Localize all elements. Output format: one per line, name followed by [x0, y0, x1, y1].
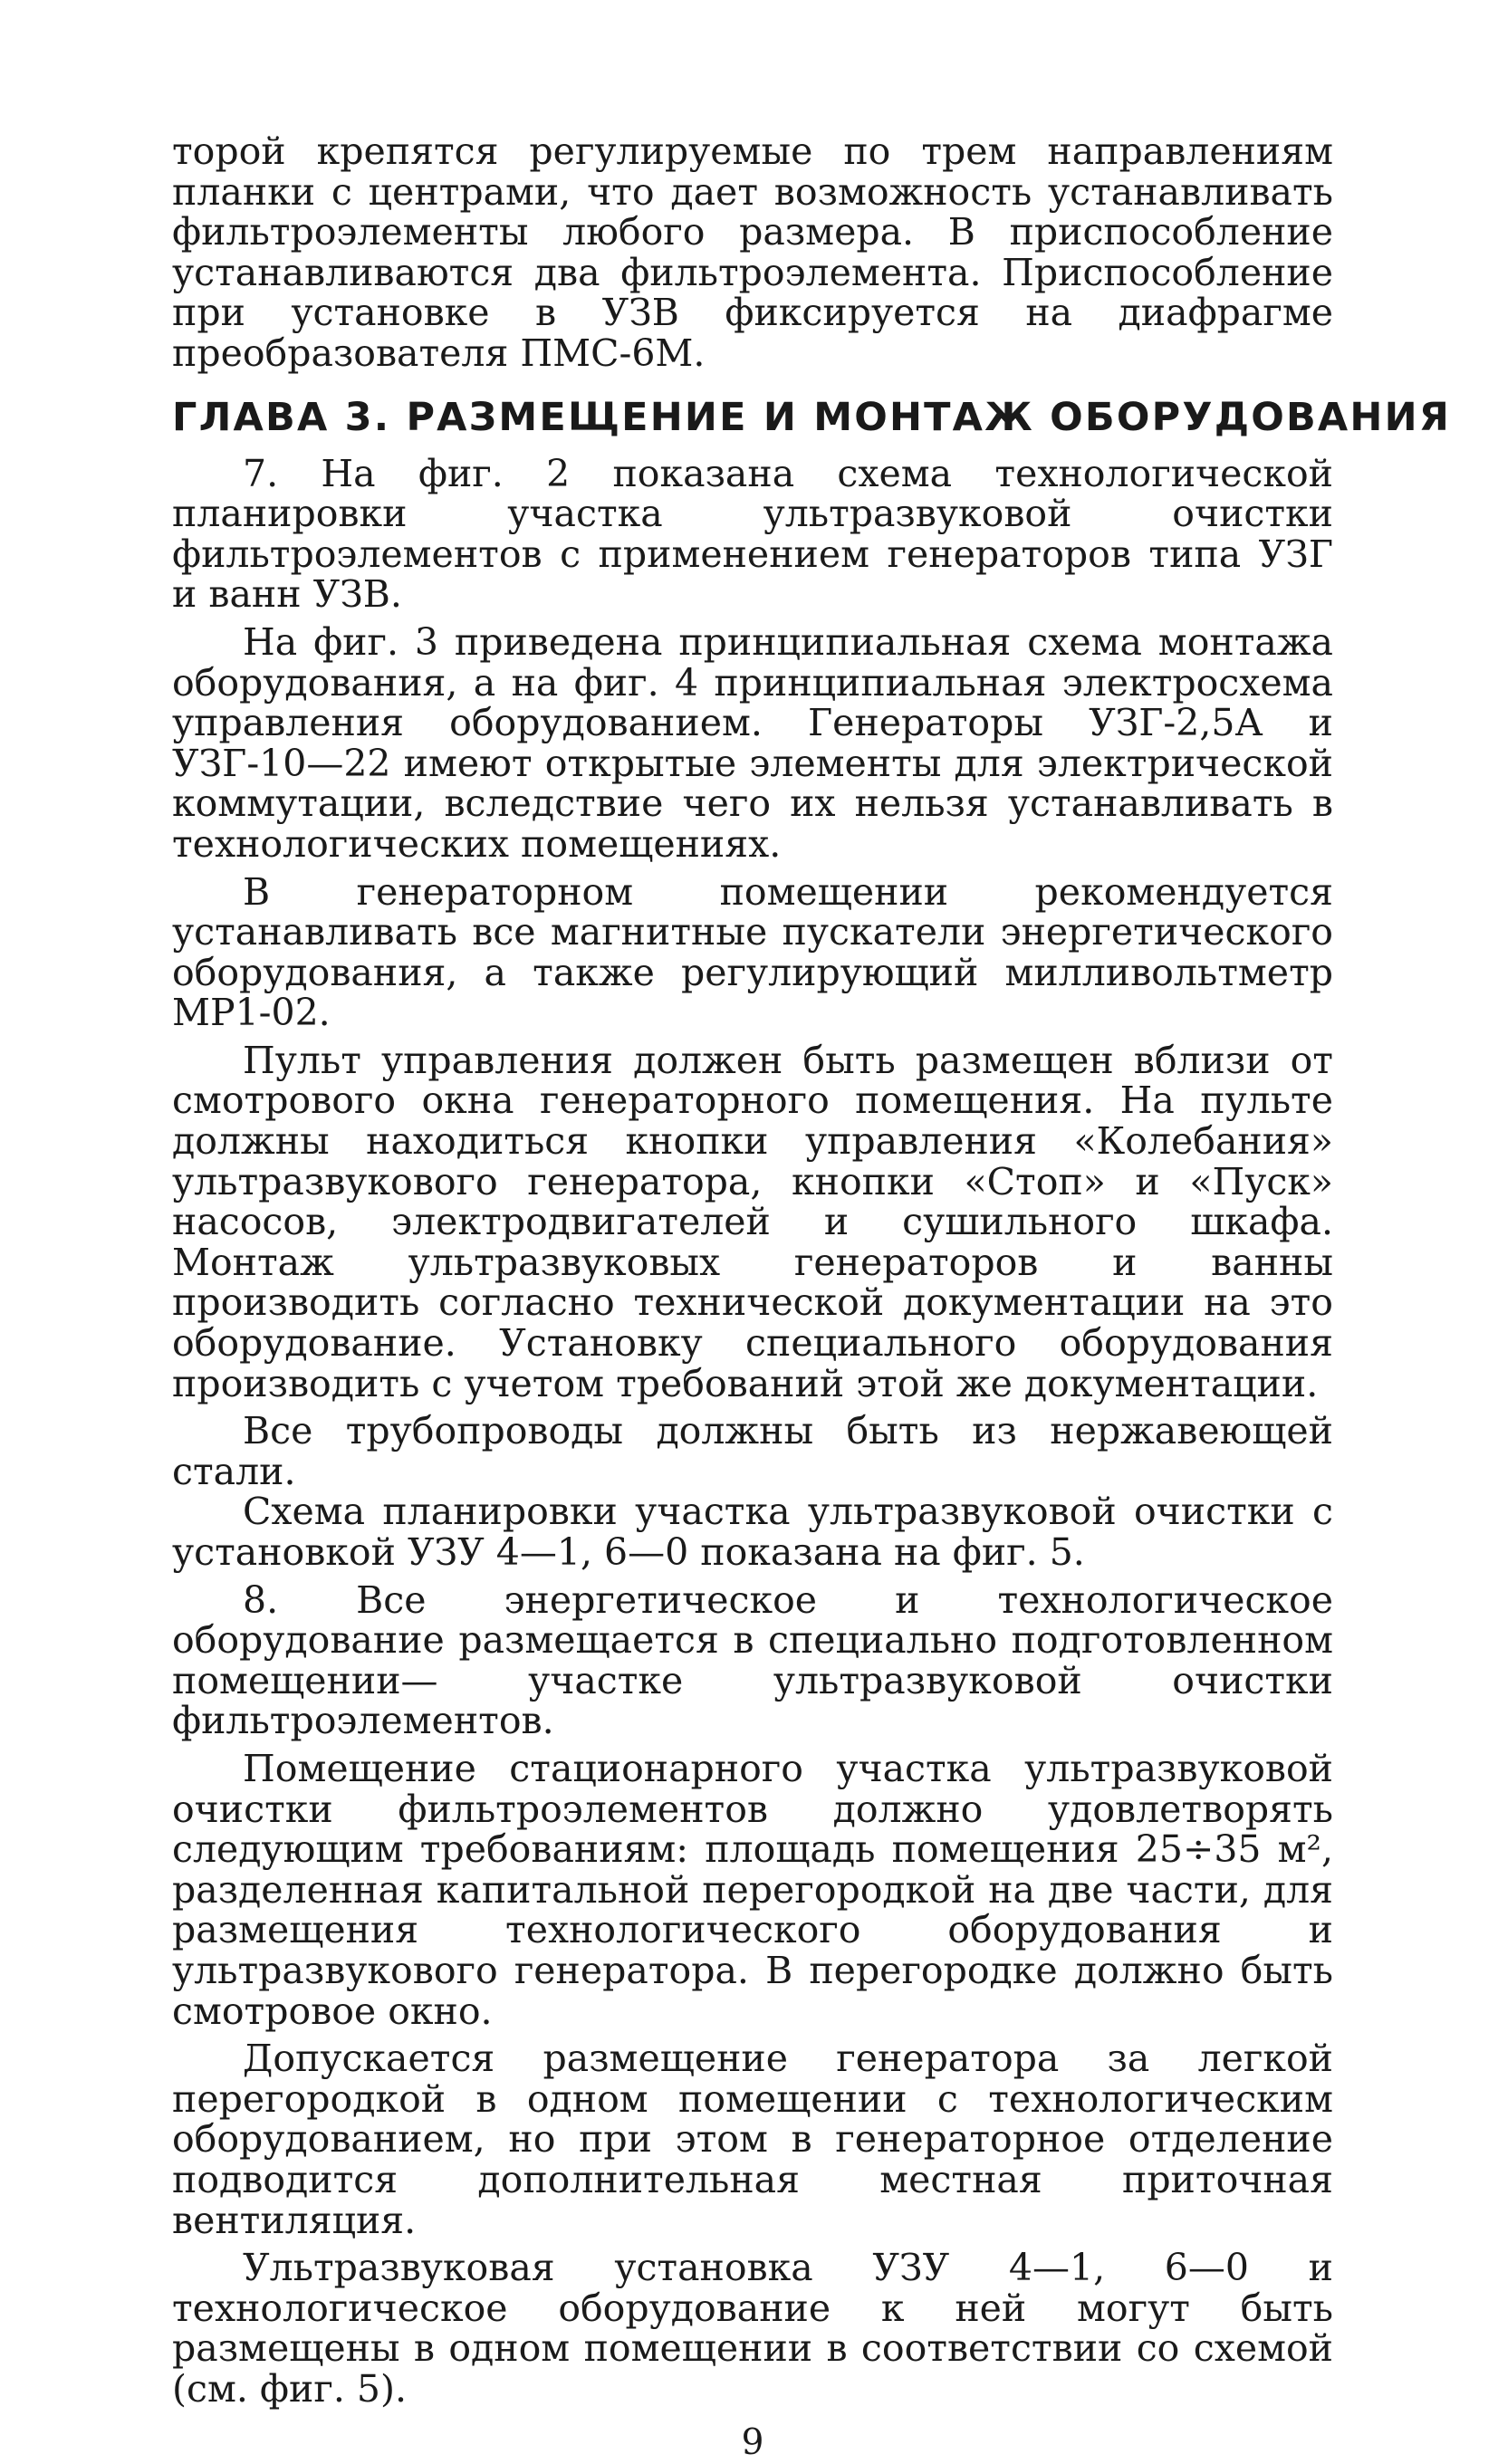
paragraph-schemes: На фиг. 3 приведена принципиальная схема монтажа оборудования, а на фиг. 4 принципиальная электросхема управления оборудованием. Генераторы УЗГ-2,5А и УЗГ-10—22 имеют открытые элементы для электрической коммутации, вследствие чего их нельзя устанавливать в технологических помещениях. [172, 619, 1333, 866]
page-number: 9 [741, 2422, 764, 2464]
paragraph-generator-room: В генераторном помещении рекомендуется устанавливать все магнитные пускатели энергетического оборудования, а также регулирующий милливольтметр МР1-02. [172, 869, 1333, 1035]
paragraph-pipelines: Все трубопроводы должны быть из нержавеющей стали. [172, 1409, 1333, 1493]
paragraph-8: 8. Все энергетическое и технологическое оборудование размещается в специально подготовленном помещении— участке ультразвуковой очистки фильтроэлементов. [172, 1577, 1333, 1743]
paragraph-control-panel: Пульт управления должен быть размещен вблизи от смотрового окна генераторного помещения. На пульте должны находиться кнопки управления «Колебания» ультразвукового генератора, кнопки «Стоп» и «Пуск» насосов, электродвигателей и сушильного шкафа. Монтаж ультразвуковых генераторов и ванны производить согласно технической документации на это оборудование. Установку специального оборудования производить с учетом требований этой же документации. [172, 1038, 1333, 1405]
paragraph-7: 7. На фиг. 2 показана схема технологической планировки участка ультразвуковой очистки фильтроэлементов с применением генераторов типа УЗГ и ванн УЗВ. [172, 451, 1333, 617]
chapter-heading: ГЛАВА 3. РАЗМЕЩЕНИЕ И МОНТАЖ ОБОРУДОВАНИЯ [172, 394, 1452, 440]
paragraph-layout-scheme: Схема планировки участка ультразвуковой очистки с установкой УЗУ 4—1, 6—0 показана на фиг. 5. [172, 1490, 1333, 1574]
paragraph-installation: Ультразвуковая установка УЗУ 4—1, 6—0 и технологическое оборудование к ней могут быть размещены в одном помещении в соответствии со схемой (см. фиг. 5). [172, 2246, 1333, 2411]
page-body [172, 129, 1452, 2464]
paragraph-room-requirements: Помещение стационарного участка ультразвуковой очистки фильтроэлементов должно удовлетворять следующим требованиям: площадь помещения 25÷35 м², разделенная капитальной перегородкой на две части, для размещения технологического оборудования и ультразвукового генератора. В перегородке должно быть смотровое окно. [172, 1746, 1333, 2033]
paragraph-light-partition: Допускается размещение генератора за легкой перегородкой в одном помещении с технологическим оборудованием, но при этом в генераторное отделение подводится дополнительная местная приточная вентиляция. [172, 2037, 1333, 2242]
paragraph-continuation: торой крепятся регулируемые по трем направлениям планки с центрами, что дает возможность устанавливать фильтроэлементы любого размера. В приспособление устанавливаются два фильтроэлемента. Приспособление при установке в УЗВ фиксируется на диафрагме преобразователя ПМС-6М. [172, 129, 1333, 375]
